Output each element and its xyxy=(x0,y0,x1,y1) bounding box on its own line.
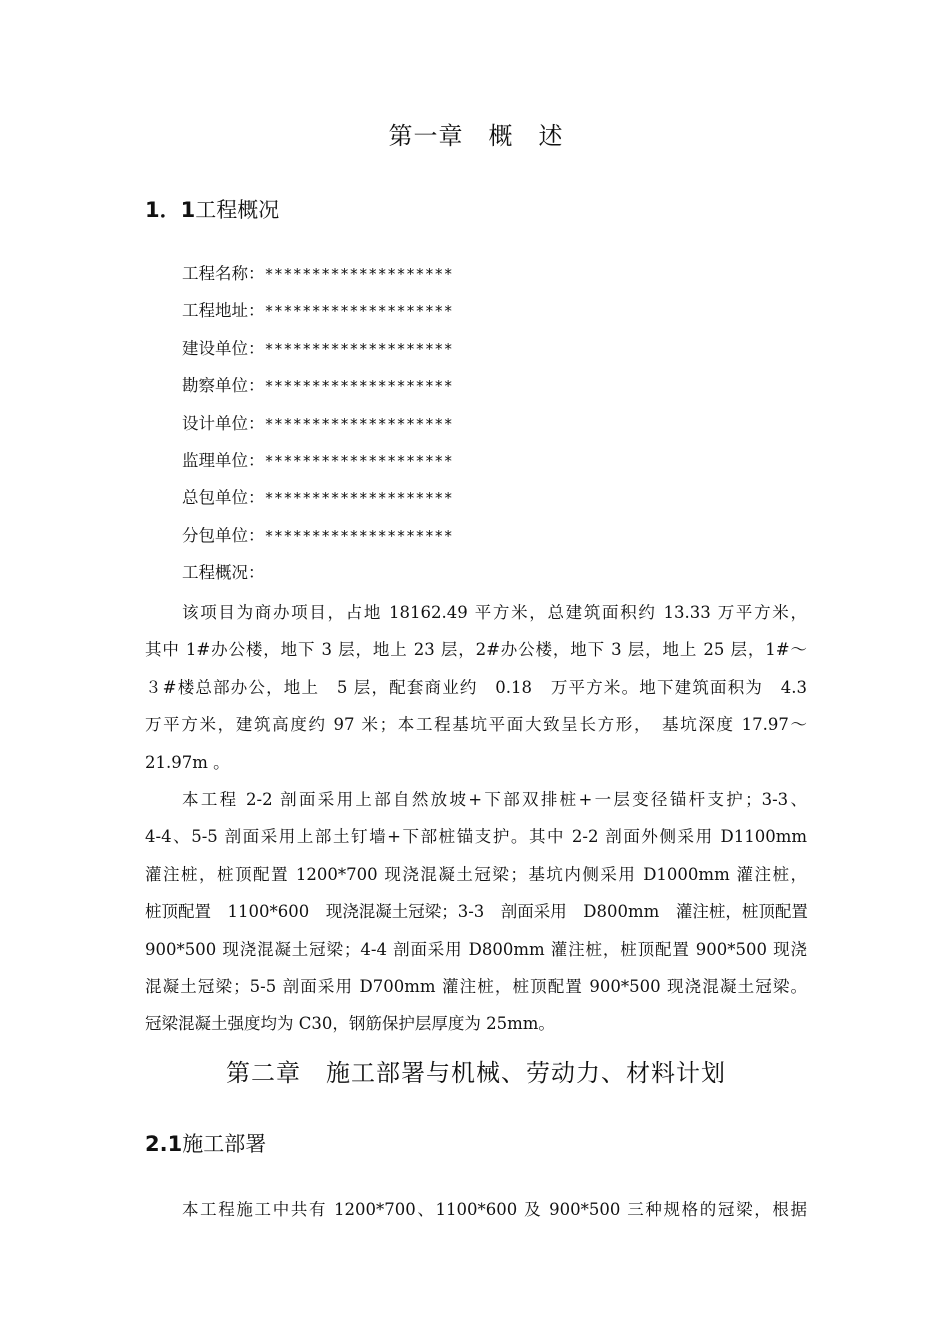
info-label: 建设单位： xyxy=(182,338,265,358)
paragraph-line: 该项目为商办项目，占地 18162.49 平方米，总建筑面积约 13.33 万平方米， xyxy=(182,603,807,622)
info-item-overview xyxy=(182,559,453,596)
paragraph-line: 冠梁混凝土强度均为 C30，钢筋保护层厚度为 25mm。 xyxy=(145,1014,555,1034)
paragraph-line: 万平方米，建筑高度约 97 米；本工程基坑平面大致呈长方形， 基坑深度 17.97～ xyxy=(145,715,807,735)
info-item-general-contractor xyxy=(182,484,453,521)
paragraph-line: 900*500 现浇混凝土冠梁；4-4 剖面采用 D800mm 灌注桩，桩顶配置 900*500 现浇 xyxy=(145,939,807,959)
info-label: 工程名称： xyxy=(182,264,265,283)
paragraph-line: 本工程 2-2 剖面采用上部自然放坡+下部双排桩+一层变径锚杆支护；3-3、 xyxy=(182,790,807,809)
chapter-2-title: 第二章 施工部署与机械、劳动力、材料计划 xyxy=(226,1059,726,1087)
section-2-1-heading xyxy=(145,1128,266,1158)
chapter-1-title: 第一章 概 述 xyxy=(388,122,564,150)
section-title: 工程概况 xyxy=(195,198,280,222)
info-item-survey xyxy=(182,372,453,409)
info-label: 总包单位： xyxy=(182,488,265,508)
section-number: 1．1 xyxy=(145,198,196,222)
info-item-owner xyxy=(182,335,453,372)
info-label: 设计单位： xyxy=(182,413,265,433)
info-label: 分包单位： xyxy=(182,525,265,545)
paragraph-line: 4-4、5-5 剖面采用上部土钉墙+下部桩锚支护。其中 2-2 剖面外侧采用 D1100mm xyxy=(145,827,807,847)
info-item-subcontractor xyxy=(182,522,453,559)
info-item-supervision xyxy=(182,447,453,484)
paragraph-line: 桩顶配置 1100*600 现浇混凝土冠梁；3-3 剖面采用 D800mm 灌注桩，桩顶配置 xyxy=(145,902,808,922)
info-value: ******************** xyxy=(264,377,454,396)
paragraph-line: 21.97m 。 xyxy=(145,752,230,772)
paragraph-line: 其中 1#办公楼，地下 3 层，地上 23 层，2#办公楼，地下 3 层，地上 25 层，1#～ xyxy=(145,640,807,660)
info-item-project-name xyxy=(182,260,453,297)
info-label: 监理单位： xyxy=(182,450,265,470)
info-value: ******************** xyxy=(264,489,454,508)
info-label: 工程地址： xyxy=(182,301,265,321)
info-value: ******************** xyxy=(264,265,454,283)
overview-paragraph xyxy=(145,594,807,781)
paragraph-line: 本工程施工中共有 1200*700、1100*600 及 900*500 三种规格的冠梁，根据 xyxy=(182,1200,807,1219)
paragraph-line: ３#楼总部办公，地上 5 层，配套商业约 0.18 万平方米。地下建筑面积为 4.3 xyxy=(145,677,807,697)
info-label: 勘察单位： xyxy=(182,376,265,396)
deployment-paragraph xyxy=(145,1191,807,1228)
project-info-list xyxy=(182,260,453,597)
section-title: 施工部署 xyxy=(182,1132,267,1156)
support-paragraph xyxy=(145,781,807,1043)
info-item-project-address xyxy=(182,297,453,334)
info-value: ******************** xyxy=(264,302,454,321)
info-value: ******************** xyxy=(264,414,454,433)
info-value: ******************** xyxy=(264,451,454,470)
info-value: ******************** xyxy=(264,339,454,358)
info-label: 工程概况： xyxy=(182,563,265,583)
section-number: 2.1 xyxy=(145,1132,183,1156)
info-value: ******************** xyxy=(264,526,454,545)
paragraph-line: 灌注桩，桩顶配置 1200*700 现浇混凝土冠梁；基坑内侧采用 D1000mm 灌注桩， xyxy=(145,864,807,884)
info-item-design xyxy=(182,410,453,447)
paragraph-line: 混凝土冠梁；5-5 剖面采用 D700mm 灌注桩，桩顶配置 900*500 现浇混凝土冠梁。 xyxy=(145,976,807,996)
section-1-1-heading xyxy=(145,194,279,224)
